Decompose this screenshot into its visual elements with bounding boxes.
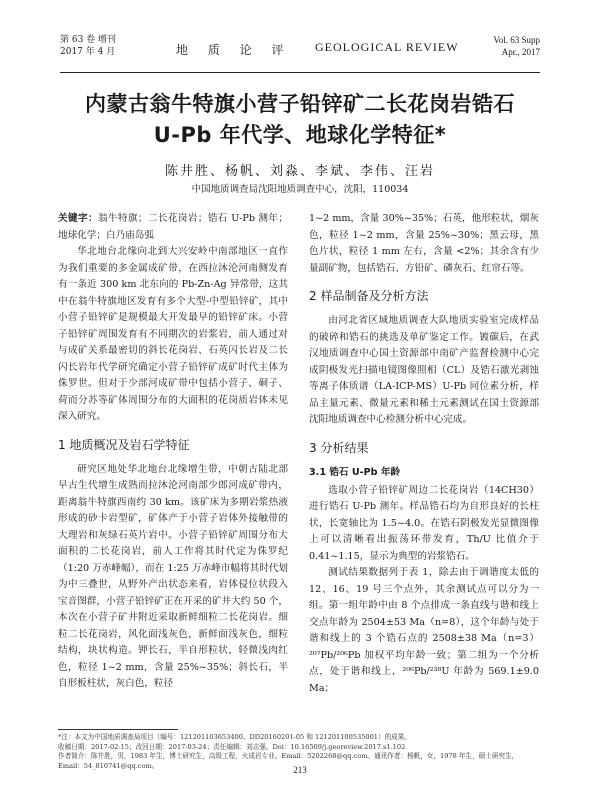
date-line: 2017 年 4 月 [60,47,116,57]
title-line-1: 内蒙古翁牛特旗小营子铅锌矿二长花岗岩锆石 [85,92,515,116]
date-line-en: Apr., 2017 [501,47,540,57]
volume-line: 第 63 卷 增刊 [60,35,117,45]
section-3-1-paragraph-2: 测试结果数据列于表 1，除去由于调谐度太低的 12、16、19 号三个点外，其余测试点可以分为一组。第一组年龄中由 8 个点排成一条直线与谐和线上交点年龄为 2504±53 Ma（n=8），这个年龄与处于谐和线上的 3 个锆石点的 2508±38 Ma（n=3）²⁰⁷Pb/²⁰⁶Pb 加权平均年龄一致；第二组为一个分析点，处于谐和线上，²⁰⁶Pb/²³⁸U 年龄为 569.1±9.0 Ma； [309,567,539,694]
footnote-funding: *注：本文为中国地质调查局项目（编号：121201103653400、DD20160201-05 和 121201100535001）的成果。 [58,733,411,741]
section-1-paragraph: 研究区地处华北地台北缘增生带，中朝古陆北部早古生代增生成熟而拉沐沦河南部少郎河成矿带内，距离翁牛特旗西南约 30 km。该矿床为多期岩浆热液形成的砂卡岩型矿，矿体产于小营子岩体外接触带的大理岩和灰绿石英片岩中。小营子铅锌矿周围分布大面积的二长花岗岩，前人工作将其时代定为侏罗纪（1:20 万赤峰幅），而在 1:25 万赤峰市幅将其时代划为中三叠世，从野外产出状态来看，岩体侵位状段入宝音图群，小营子铅锌矿正在开采的矿井大约 50 个，本次在小营子矿井附近采取新鲜细粒二长花岗岩。细粒二长花岗岩，风化面浅灰色，新鲜面浅灰色，细粒结构，块状构造。钾长石，半自形粒状，轻微浅肉红色，粒径 1~2 mm，含量 25%~35%；斜长石，半自形板柱状，灰白色，粒径 [58,463,288,689]
volume-info-en [493,34,540,58]
volume-line-en: Vol. 63 Supp [493,35,540,45]
left-column [58,211,288,693]
right-column [309,211,539,697]
keywords [58,211,288,244]
running-header [60,34,540,72]
keywords-label: 关键字： [58,213,98,224]
intro-paragraph: 华北地台北缘向北到大兴安岭中南部地区一直作为我们重要的多金属成矿带，在西拉沐沦河南侧发育有一条近 300 km 北东向的 Pb-Zn-Ag 异常带，这其中在翁牛特旗地区发育有多个大型-中型铅锌矿，其中小营子铅锌矿是规模最大开发最早的铅锌矿床。小营子铅锌矿周围发育有不同期次的岩浆岩，前人通过对与成矿关系最密切的斜长花岗岩、石英闪长岩及二长闪长岩年代学研究确定小营子铅锌矿成矿时代主体为侏罗世。但对于少部河成矿带中包括小营子、硐子、荷而分苏等矿体周围分布的大面积的花岗质岩体未见深入研究。 [58,246,288,422]
page-number: 213 [293,765,307,775]
footnote-dates: 收稿日期：2017-02-15；改回日期：2017-03-24；责任编辑：刘志强。Doi：10.16509/j.georeview.2017.s1.102 [58,742,406,751]
author-list: 陈井胜、杨帆、刘淼、李斌、李伟、汪岩 [164,164,435,179]
footnote-author: 作者简介：陈井胜，男，1983 年生，博士研究生，高级工程，火成岩专业。Email：5202268@qq.com。通讯作者：杨帆，女，1978 年生，硕士研究生，Email：54_810741@qq.com。 [58,752,519,770]
title-line-2: U-Pb 年代学、地球化学特征* [153,123,447,147]
section-3-1-heading: 3.1 锆石 U-Pb 年龄 [309,466,401,478]
section-1-heading: 1 地质概况及岩石学特征 [58,437,190,452]
section-2-heading: 2 样品制备及分析方法 [309,289,429,303]
keywords-text: 翁牛特旗；二长花岗岩；锆石 U-Pb 测年；地球化学；白乃庙岛弧 [58,213,288,241]
volume-info [60,34,116,58]
section-3-heading: 3 分析结果 [309,440,369,455]
continued-paragraph: 1~2 mm，含量 30%~35%；石英，他形粒状，烟灰色，粒径 1~2 mm，含量 25%~30%；黑云母，黑色片状，粒径 1 mm 左右，含量 <2%；其余含有少量副矿物，包括锆石、方铅矿、磷灰石、红帘石等。 [309,213,539,274]
section-2-paragraph: 由河北省区域地质调查大队地质实验室完成样品的破碎和锆石的挑选及单矿鉴定工作。镀碳后，在武汉地质调查中心国土资源部中南矿产监督检测中心完成阴极发光扫描电镜图像照相（CL）及锆石激光剥蚀等离子体质谱（LA-ICP-MS）U-Pb 同位素分析，样品主量元素、微量元素和稀土元素测试在国土资源部沈阳地质调查中心检测分析中心完成。 [309,315,539,425]
header-rule [60,72,540,73]
journal-name-en: GEOLOGICAL REVIEW [315,40,459,54]
journal-name-cn: 地 质 论 评 [176,43,292,57]
footnote-rule [58,729,178,730]
section-3-1-paragraph-1: 选取小营子铅锌矿周边二长花岗岩（14CH30）进行锆石 U-Pb 测年。样品锆石均为自形良好的长柱状，长宽轴比为 1.5~4.0。在锆石阴极发光显微图像上可以清晰看出振荡环带发育，Th/U 比值介于 0.41~1.15，显示为典型的岩浆锆石。 [309,484,539,562]
affiliation: 中国地质调查局沈阳地质调查中心，沈阳，110034 [191,184,409,195]
